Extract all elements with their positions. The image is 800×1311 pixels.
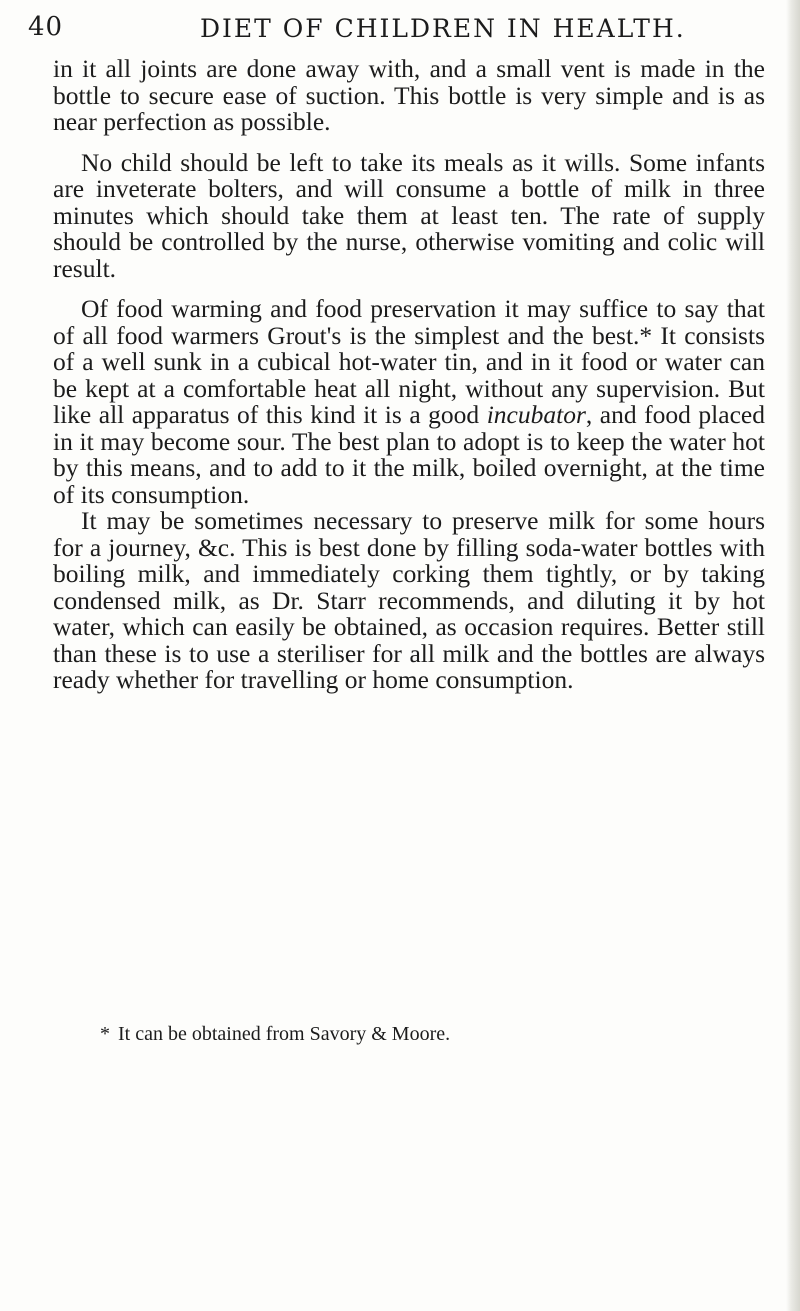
- footnote-text: It can be obtained from Savory & Moore.: [118, 1023, 451, 1045]
- running-head: DIET OF CHILDREN IN HEALTH.: [200, 14, 686, 43]
- paragraph-1: in it all joints are done away with, and a small vent is made in the bottle to secure ease of suction. This bottle is very simple and is as near perfection as possible.: [53, 54, 765, 136]
- paragraph-3: Of food warming and food preservation it may suffice to say that of all food warmers Grout's is the simplest and the best.* It consists of a well sunk in a cubical hot-water tin, and in it food or water can be kept at a comfortable heat all night, without any supervision. But like all apparatus of this kind it is a good incubator, and food placed in it may become sour. The best plan to adopt is to keep the water hot by this means, and to add to it the milk, boiled overnight, at the time of its consumption.: [53, 294, 765, 509]
- body-text: [53, 56, 765, 694]
- footnote: [100, 1022, 780, 1046]
- page-header: [28, 12, 758, 52]
- footnote-mark: *: [100, 1023, 110, 1045]
- page-number: 40: [28, 12, 64, 42]
- paragraph-4: It may be sometimes necessary to preserve milk for some hours for a journey, &c. This is best done by filling soda-water bottles with boiling milk, and immediately corking them tightly, or by taking condensed milk, as Dr. Starr recommends, and diluting it by hot water, which can easily be obtained, as occasion requires. Better still than these is to use a steriliser for all milk and the bottles are always ready whether for travelling or home consumption.: [53, 506, 765, 694]
- paragraph-2: No child should be left to take its meals as it wills. Some infants are inveterate bolters, and will consume a bottle of milk in three minutes which should take them at least ten. The rate of supply should be controlled by the nurse, otherwise vomiting and colic will result.: [53, 147, 765, 283]
- page-edge-shadow: [786, 0, 800, 1311]
